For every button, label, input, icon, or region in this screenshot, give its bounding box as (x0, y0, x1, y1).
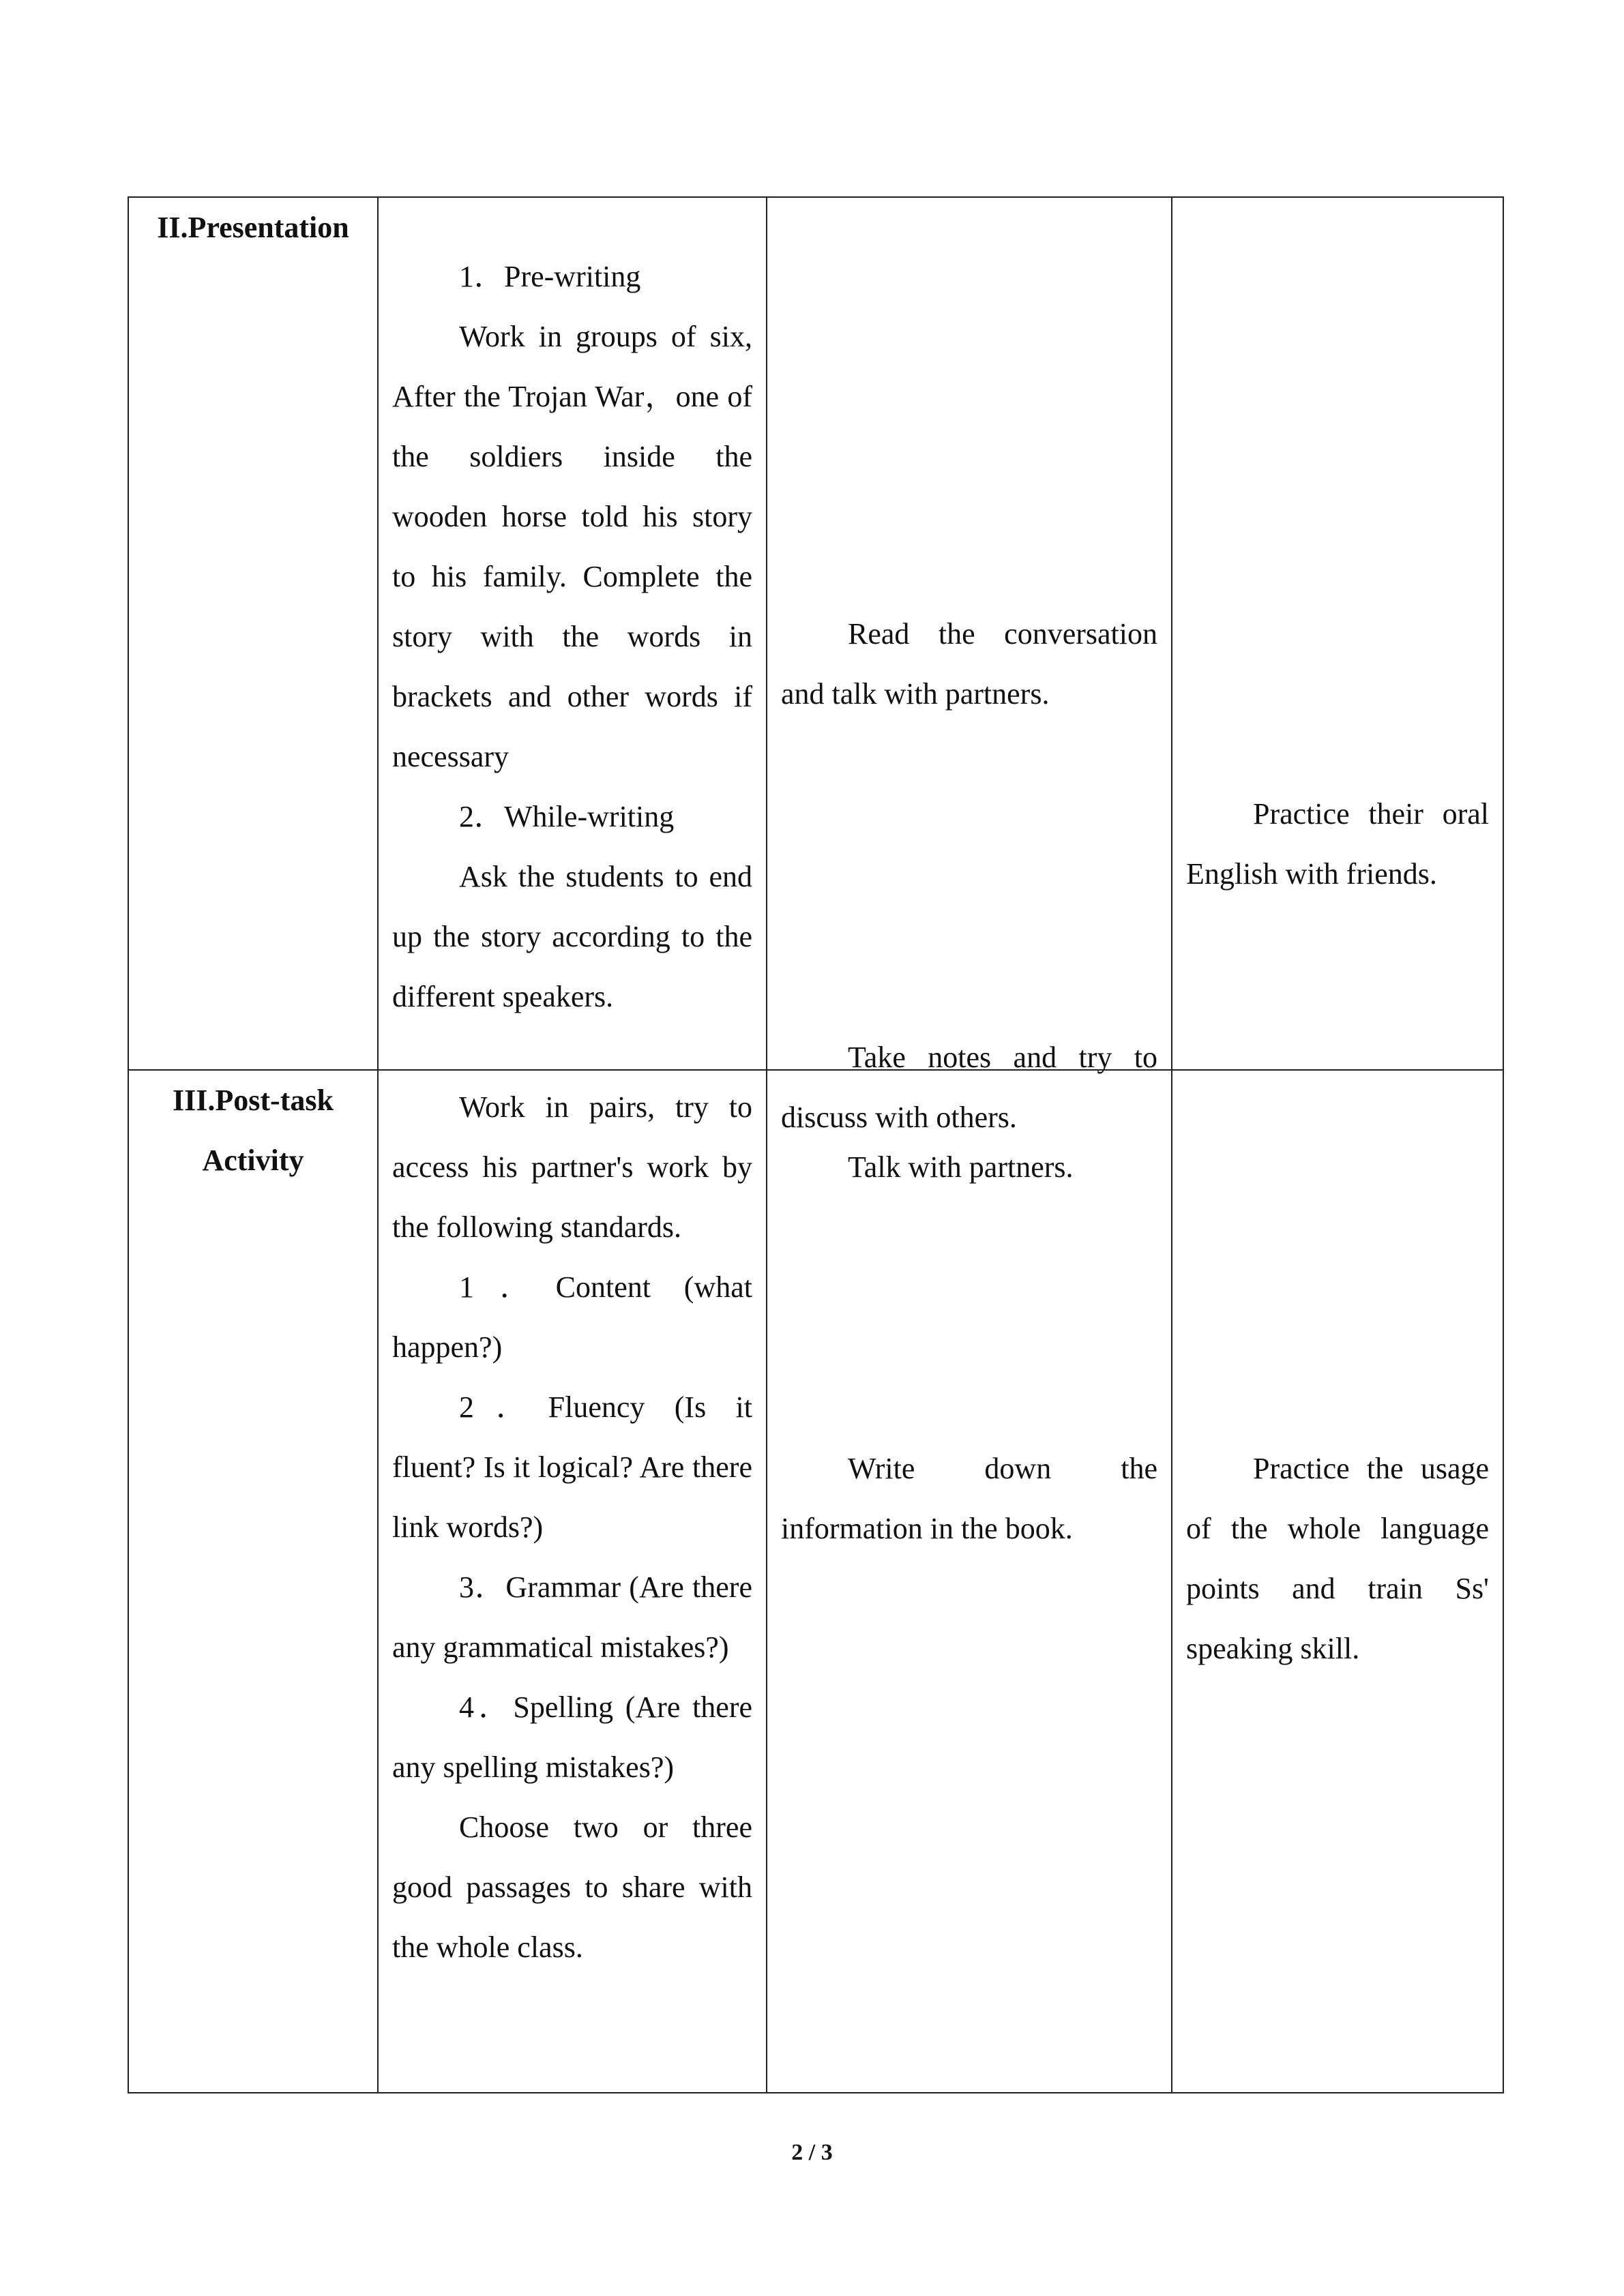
row-title-cell (128, 197, 378, 1070)
standard-item: 3．Grammar (Are there any grammatical mistakes?) (392, 1570, 752, 1664)
step-heading: 2．While-writing (459, 800, 675, 833)
intro-text: Work in pairs, try to access his partner's work by the following standards. (392, 1090, 752, 1244)
standard-item: 2．Fluency (Is it fluent? Is it logical? Are there link words?) (392, 1390, 752, 1544)
page-number: 2 / 3 (791, 2140, 833, 2165)
student-activity: Take notes and try to discuss with others. (781, 1041, 1157, 1134)
teacher-activity-cell (378, 1070, 767, 2093)
table-row-presentation (128, 197, 1503, 1070)
row-title-line1: III.Post-task (173, 1084, 334, 1117)
purpose-cell (1172, 1070, 1503, 2093)
standard-item: 4．Spelling (Are there any spelling mistakes?) (392, 1690, 752, 1784)
purpose-cell (1172, 197, 1503, 1070)
standard-item: 1．Content (what happen?) (392, 1270, 752, 1364)
lesson-plan-table (128, 196, 1504, 2093)
purpose-text: Practice the usage of the whole language points and train Ss' speaking skill. (1186, 1452, 1489, 1665)
purpose-text: Practice their oral English with friends. (1186, 797, 1489, 891)
student-activity-cell (767, 197, 1172, 1134)
row-title-line2: Activity (202, 1144, 304, 1177)
student-activity: Write down the information in the book. (781, 1452, 1157, 1545)
student-activity: Talk with partners. (848, 1150, 1074, 1184)
table-row-post-task (128, 1070, 1503, 2093)
row-title: II.Presentation (157, 211, 349, 244)
row-title-cell (128, 1070, 378, 2093)
closing-text: Choose two or three good passages to share with the whole class. (392, 1810, 752, 1964)
teacher-activity-cell (378, 197, 767, 1070)
student-activity-cell (767, 1070, 1172, 2093)
step-text: Ask the students to end up the story according to the different speakers. (392, 860, 752, 1013)
step-text: Work in groups of six, After the Trojan War，one of the soldiers inside the wooden horse told his story to his family. Complete the story with the words in brackets and other words if necessary (392, 320, 752, 773)
student-activity: Read the conversation and talk with partners. (781, 617, 1157, 711)
step-heading: 1．Pre-writing (459, 260, 641, 293)
